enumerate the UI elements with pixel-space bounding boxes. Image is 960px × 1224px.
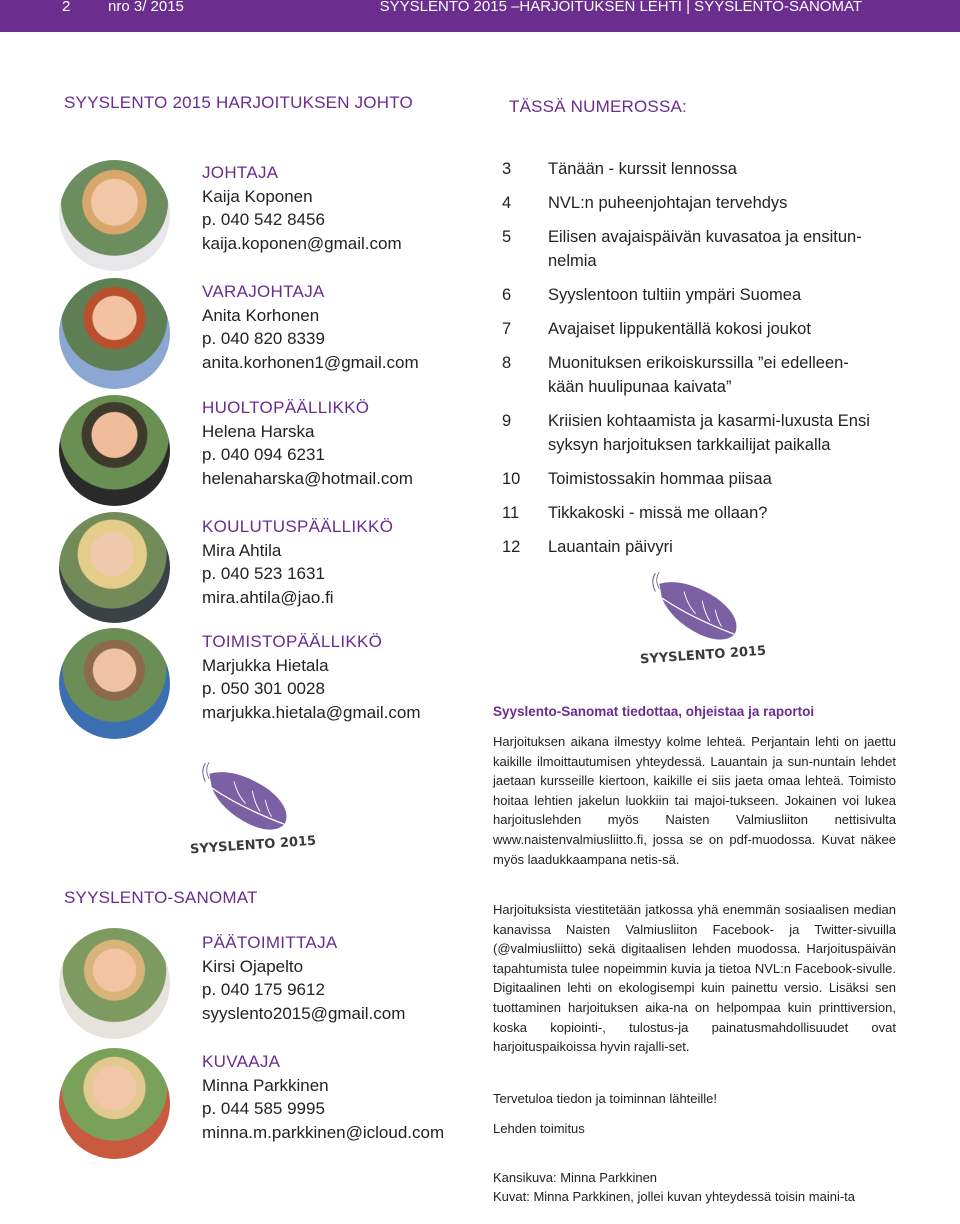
contact-name: Kaija Koponen [202, 186, 313, 206]
contact-email[interactable]: anita.korhonen1@gmail.com [202, 352, 419, 372]
toc-title: Toimistossakin hommaa piisaa [548, 470, 772, 488]
contact-email[interactable]: syyslento2015@gmail.com [202, 1003, 406, 1023]
toc-item[interactable] [502, 225, 922, 273]
avatar [59, 278, 170, 389]
syyslento-logo [186, 762, 317, 862]
toc-page-number: 6 [502, 286, 512, 304]
contact-email[interactable]: minna.m.parkkinen@icloud.com [202, 1122, 445, 1142]
toc-title: NVL:n puheenjohtajan tervehdys [548, 194, 788, 212]
publication-title: SYYSLENTO 2015 –HARJOITUKSEN LEHTI | SYYSLENTO-SANOMAT [379, 0, 862, 15]
logo-text: SYYSLENTO 2015 [639, 643, 767, 668]
avatar [59, 1048, 170, 1159]
contact-phone: p. 044 585 9995 [202, 1099, 325, 1118]
credits-photos: Kuvat: Minna Parkkinen, jollei kuvan yhteydessä toisin maini-ta [493, 1189, 856, 1204]
contact-koulutuspaallikko [202, 515, 393, 609]
toc-title: Avajaiset lippukentällä kokosi joukot [548, 320, 811, 338]
toc-item[interactable] [502, 191, 922, 215]
credits-cover: Kansikuva: Minna Parkkinen [493, 1170, 658, 1185]
contact-role: HUOLTOPÄÄLLIKKÖ [202, 398, 370, 417]
toc-page-number: 10 [502, 470, 521, 488]
contact-toimistopaallikko [202, 630, 421, 724]
toc-title: Syyslentoon tultiin ympäri Suomea [548, 286, 802, 304]
toc-page-number: 7 [502, 320, 512, 338]
toc-item[interactable] [502, 351, 922, 399]
avatar [59, 395, 170, 506]
toc-title: Tikkakoski - missä me ollaan? [548, 504, 768, 522]
page-header [0, 0, 960, 32]
toc-page-number: 5 [502, 228, 512, 246]
contact-email[interactable]: kaija.koponen@gmail.com [202, 233, 402, 253]
info-paragraph: Harjoituksista viestitetään jatkossa yhä enemmän sosiaalisen median kanavissa Naisten Valmiusliiton Facebook- ja Twitter-sivuilla (@valmiusliitto) sekä digitaalisen lehden muodossa. Harjoituspäivän tapahtumista tulee nopeimmin kuvia ja tietoa NVL:n Facebook-sivulle. Digitaalinen lehti on ekologisempi kuin painettu versio. Lisäksi sen tuottaminen harjoituksen aika-na on helpompaa kuin printtiversion, koska kopiointi-, tulostus-ja painatusmahdollisuudet ovat harjoituspaikoissa hyvin rajalli-set. [493, 902, 896, 1055]
avatar [59, 928, 170, 1039]
contact-role: VARAJOHTAJA [202, 282, 325, 301]
contact-email[interactable]: mira.ahtila@jao.fi [202, 587, 334, 607]
contact-phone: p. 040 094 6231 [202, 445, 325, 464]
contact-huoltopaallikko [202, 396, 413, 490]
contact-phone: p. 040 542 8456 [202, 210, 325, 229]
toc-item[interactable] [502, 157, 922, 181]
contact-email[interactable]: helenaharska@hotmail.com [202, 468, 413, 488]
contact-kuvaaja [202, 1050, 444, 1144]
contact-email[interactable]: marjukka.hietala@gmail.com [202, 702, 421, 722]
leadership-heading: SYYSLENTO 2015 HARJOITUKSEN JOHTO [64, 93, 413, 112]
contact-name: Minna Parkkinen [202, 1075, 329, 1095]
toc-page-number: 8 [502, 354, 512, 372]
contact-name: Kirsi Ojapelto [202, 956, 304, 976]
avatar [59, 512, 170, 623]
toc-item[interactable] [502, 535, 922, 559]
contact-role: JOHTAJA [202, 163, 279, 182]
info-paragraph: Lehden toimitus [493, 1121, 585, 1136]
toc-item[interactable] [502, 317, 922, 341]
toc-item[interactable] [502, 501, 922, 525]
contact-role: KUVAAJA [202, 1052, 281, 1071]
toc-page-number: 12 [502, 538, 521, 556]
avatar [59, 628, 170, 739]
contact-name: Mira Ahtila [202, 540, 282, 560]
leaf-icon [186, 762, 308, 840]
toc-page-number: 4 [502, 194, 512, 212]
contact-varajohtaja [202, 280, 419, 374]
leaf-icon [636, 572, 758, 650]
contact-phone: p. 040 523 1631 [202, 564, 325, 583]
info-heading: Syyslento-Sanomat tiedottaa, ohjeistaa ja raportoi [493, 704, 815, 719]
toc-item[interactable] [502, 409, 922, 457]
toc-page-number: 3 [502, 160, 512, 178]
toc-title: Muonituksen erikoiskurssilla ”ei edelleen-kään huulipunaa kaivata” [548, 354, 849, 396]
contact-phone: p. 050 301 0028 [202, 679, 325, 698]
contact-role: PÄÄTOIMITTAJA [202, 933, 338, 952]
contact-johtaja [202, 161, 402, 255]
contact-role: KOULUTUSPÄÄLLIKKÖ [202, 517, 394, 536]
logo-text: SYYSLENTO 2015 [189, 833, 317, 858]
avatar [59, 160, 170, 271]
contact-role: TOIMISTOPÄÄLLIKKÖ [202, 632, 383, 651]
contact-name: Helena Harska [202, 421, 315, 441]
syyslento-logo [636, 572, 767, 672]
contact-phone: p. 040 175 9612 [202, 980, 325, 999]
page-number: 2 [62, 0, 71, 15]
toc-item[interactable] [502, 467, 922, 491]
info-paragraph: Tervetuloa tiedon ja toiminnan lähteille! [493, 1091, 718, 1106]
info-paragraph: Harjoituksen aikana ilmestyy kolme lehteä. Perjantain lehti on jaettu kaikille ilmoittautumisen yhteydessä. Lauantain ja sun-nuntain lehdet jaetaan kursseille kiertoon, kaikille ei siis jaeta omaa lehteä. Toimisto hoitaa lehtien jakelun luokkiin tai majoi-tukseen. Jokainen voi lukea harjoituslehden myös Naisten Valmiusliiton nettisivulta www.naistenvalmiusliitto.fi, jossa se on pdf-muodossa. Kuvat näkee myös laadukkaampana netis-sä. [493, 734, 896, 867]
table-of-contents [502, 157, 922, 569]
issue-number: nro 3/ 2015 [108, 0, 184, 15]
toc-title: Tänään - kurssit lennossa [548, 160, 737, 178]
toc-title: Kriisien kohtaamista ja kasarmi-luxusta Ensi syksyn harjoituksen tarkkailijat paikalla [548, 412, 870, 454]
contact-phone: p. 040 820 8339 [202, 329, 325, 348]
contact-name: Anita Korhonen [202, 305, 320, 325]
toc-page-number: 11 [502, 504, 520, 522]
contact-paatoimittaja [202, 931, 405, 1025]
sanomat-heading: SYYSLENTO-SANOMAT [64, 888, 258, 907]
toc-page-number: 9 [502, 412, 512, 430]
toc-title: Eilisen avajaispäivän kuvasatoa ja ensitun-nelmia [548, 228, 862, 270]
contents-heading: TÄSSÄ NUMEROSSA: [509, 97, 687, 116]
contact-name: Marjukka Hietala [202, 655, 329, 675]
toc-item[interactable] [502, 283, 922, 307]
toc-title: Lauantain päivyri [548, 538, 673, 556]
